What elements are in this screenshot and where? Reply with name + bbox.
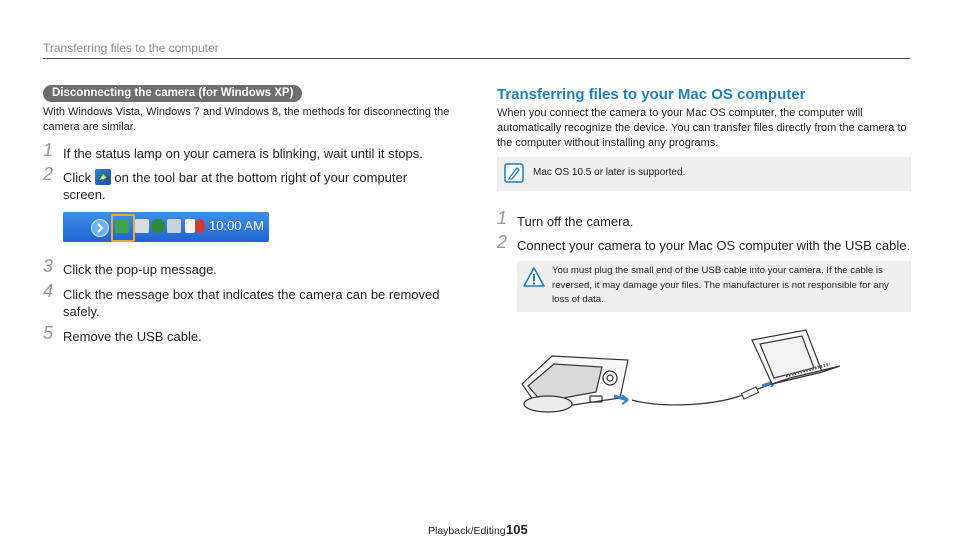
warning-box [517,261,911,312]
step-text: If the status lamp on your camera is blinking, wait until it stops. [63,146,423,161]
step-text-line2: safely. [63,304,100,319]
step-text-line1: Click the message box that indicates the camera can be removed [63,287,440,302]
step-number: 1 [497,208,508,228]
step-number: 3 [43,256,54,276]
step-text: Turn off the camera. [517,214,634,229]
page-number: 105 [506,522,528,537]
taskbar-expand-arrow-icon [91,219,109,237]
section-pill-windows-xp: Disconnecting the camera (for Windows XP) [43,85,302,102]
footer-section-label: Playback/Editing [428,525,506,537]
camera-to-laptop-illustration [510,326,850,431]
windows-xp-taskbar [63,212,269,242]
step-text-before: Click [63,170,92,185]
camera-icon [522,356,628,412]
step-number: 2 [43,164,54,184]
step-text: Connect your camera to your Mac OS computer with the USB cable. [517,238,911,253]
step-text-container [63,286,463,320]
header-section-title: Transferring files to the computer [43,41,219,55]
step-text-line2: screen. [63,187,106,202]
shield-icon [151,219,165,233]
note-text: Mac OS 10.5 or later is supported. [533,167,686,178]
left-intro-text: With Windows Vista, Windows 7 and Windows 8, the methods for disconnecting the camera are similar. [43,106,450,133]
warning-triangle-icon [523,267,545,287]
pencil-note-icon [504,163,524,183]
right-section-title: Transferring files to your Mac OS computer [497,86,806,103]
step-number: 4 [43,281,54,301]
speaker-icon [185,219,195,233]
step-text: Click the pop-up message. [63,262,217,277]
right-intro-text: When you connect the camera to your Mac OS computer, the computer will automatically recognize the device. You can transfer files directly from the camera to the computer without installing any programs. [497,107,907,149]
safely-remove-hardware-icon [95,169,111,185]
safely-remove-hardware-icon[interactable] [115,219,129,233]
step-text-container [63,169,463,203]
step-text-after: on the tool bar at the bottom right of your computer [114,170,408,185]
step-text: Remove the USB cable. [63,329,202,344]
step-number: 5 [43,323,54,343]
antivirus-icon [195,219,205,233]
network-icon [135,219,149,233]
header-rule [43,58,910,59]
taskbar-clock: 10:00 AM [209,218,264,233]
monitor-icon [167,219,181,233]
step-number: 1 [43,140,54,160]
laptop-icon [752,330,840,384]
note-box [497,157,911,191]
step-number: 2 [497,232,508,252]
warning-text: You must plug the small end of the USB cable into your camera. If the cable is reversed, it may damage your files. The manufacturer is not responsible for any loss of data. [552,265,889,305]
